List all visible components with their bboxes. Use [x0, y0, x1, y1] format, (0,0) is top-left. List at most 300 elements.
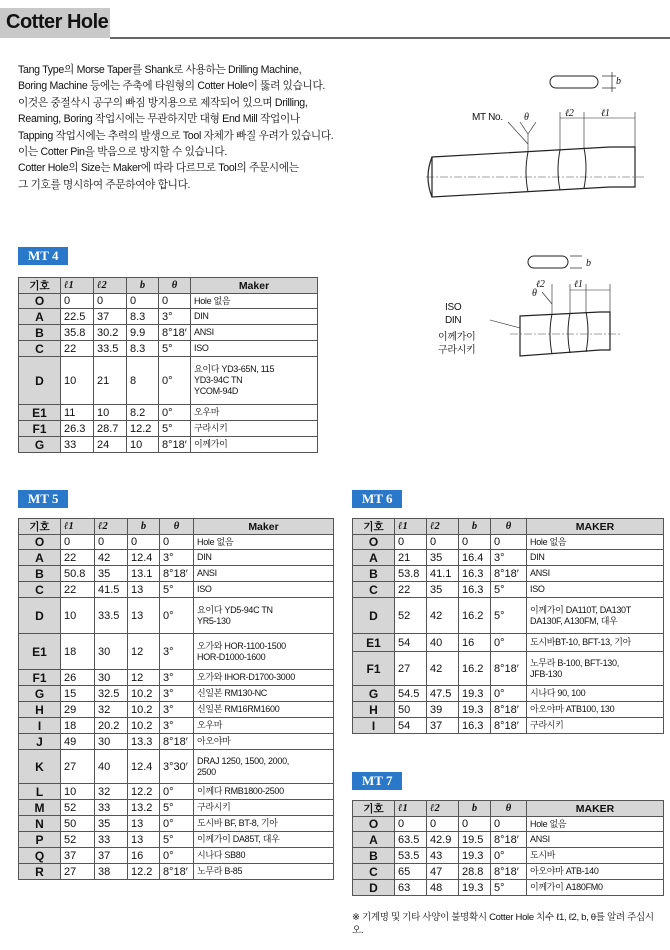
l1-cell: 54	[395, 718, 427, 734]
code-cell: J	[19, 734, 61, 750]
intro-line: 그 기호를 명시하여 주문하여야 합니다.	[18, 178, 191, 191]
b-cell: 9.9	[127, 325, 159, 341]
l1-cell: 52	[61, 832, 95, 848]
table-row	[353, 848, 664, 864]
intro-line: Reaming, Boring 작업시에는 무관하지만 대형 End Mill 작업이나	[18, 113, 300, 126]
code-cell: A	[353, 550, 395, 566]
theta-cell: 3°	[160, 686, 194, 702]
mt4-body	[19, 294, 318, 453]
theta-cell: 0°	[491, 848, 527, 864]
l1-cell: 10	[61, 784, 95, 800]
code-cell: C	[19, 582, 61, 598]
table-row	[19, 800, 334, 816]
l2-cell: 32.5	[95, 686, 128, 702]
l2-cell: 30	[95, 670, 128, 686]
l1-cell: 26.3	[61, 421, 94, 437]
maker-cell: 아오야마	[194, 734, 334, 750]
theta-cell: 0	[491, 535, 527, 550]
code-cell: M	[19, 800, 61, 816]
b-cell: 12	[128, 670, 160, 686]
table-row	[19, 598, 334, 634]
header-theta: θ	[160, 519, 194, 535]
maker-cell: 시나다 90, 100	[527, 686, 664, 702]
header-theta: θ	[491, 801, 527, 817]
code-cell: B	[353, 848, 395, 864]
l1-cell: 22	[61, 341, 94, 357]
l1-cell: 22	[395, 582, 427, 598]
b-cell: 13	[128, 816, 160, 832]
mid-dim-l2: ℓ2	[536, 279, 545, 290]
theta-cell: 0°	[160, 816, 194, 832]
theta-cell: 5°	[159, 341, 191, 357]
maker-cell: 오가와 IHOR-D1700-3000	[194, 670, 334, 686]
theta-cell: 0°	[159, 357, 191, 405]
table-row	[19, 341, 318, 357]
header-b: b	[459, 519, 491, 535]
code-cell: C	[353, 864, 395, 880]
maker-cell: 시나다 SB80	[194, 848, 334, 864]
l2-cell: 41.1	[427, 566, 459, 582]
page-title: Cotter Hole	[6, 11, 109, 33]
table-row	[19, 550, 334, 566]
l1-cell: 21	[395, 550, 427, 566]
theta-cell: 5°	[491, 598, 527, 634]
code-cell: D	[19, 598, 61, 634]
b-cell: 8.2	[127, 405, 159, 421]
l2-cell: 0	[95, 535, 128, 550]
header-b: b	[459, 801, 491, 817]
l2-cell: 24	[94, 437, 127, 453]
l1-cell: 29	[61, 702, 95, 718]
b-cell: 13.2	[128, 800, 160, 816]
table-row	[353, 702, 664, 718]
header-l2: ℓ2	[95, 519, 128, 535]
title-bar	[0, 8, 670, 38]
l1-cell: 18	[61, 718, 95, 734]
table-row	[19, 734, 334, 750]
l2-cell: 35	[427, 550, 459, 566]
b-cell: 8.3	[127, 309, 159, 325]
table-row	[19, 357, 318, 405]
theta-cell: 3°	[160, 634, 194, 670]
theta-cell: 3°	[159, 309, 191, 325]
theta-cell: 0°	[491, 634, 527, 652]
maker-cell: DIN	[527, 550, 664, 566]
code-cell: F1	[19, 421, 61, 437]
l1-cell: 49	[61, 734, 95, 750]
b-cell: 16	[459, 634, 491, 652]
maker-cell: ANSI	[527, 566, 664, 582]
intro-text	[18, 62, 363, 193]
mt6-label: MT 6	[352, 490, 402, 508]
l2-cell: 33	[95, 800, 128, 816]
code-cell: O	[353, 535, 395, 550]
b-cell: 13.1	[128, 566, 160, 582]
maker-cell: DIN	[194, 550, 334, 566]
table-row	[19, 634, 334, 670]
table-row	[353, 686, 664, 702]
b-cell: 16	[128, 848, 160, 864]
l2-cell: 42	[427, 598, 459, 634]
mt6-table	[352, 518, 664, 734]
l2-cell: 47	[427, 864, 459, 880]
l2-cell: 33	[95, 832, 128, 848]
l2-cell: 40	[95, 750, 128, 784]
code-cell: A	[19, 550, 61, 566]
l1-cell: 52	[61, 800, 95, 816]
maker-cell: ISO	[527, 582, 664, 598]
title-underline	[110, 37, 670, 39]
shank-diagram-mid	[470, 248, 665, 388]
l2-cell: 37	[95, 848, 128, 864]
l2-cell: 35	[427, 582, 459, 598]
maker-cell: 노무라 B-100, BFT-130, JFB-130	[527, 652, 664, 686]
mid-dim-l1: ℓ1	[574, 279, 583, 290]
header-theta: θ	[491, 519, 527, 535]
l1-cell: 53.8	[395, 566, 427, 582]
l1-cell: 63.5	[395, 832, 427, 848]
header-b: b	[128, 519, 160, 535]
table-row	[353, 535, 664, 550]
b-cell: 10.2	[128, 702, 160, 718]
l1-cell: 50.8	[61, 566, 95, 582]
b-cell: 0	[127, 294, 159, 309]
l2-cell: 37	[94, 309, 127, 325]
l2-cell: 33.5	[95, 598, 128, 634]
code-cell: E1	[19, 405, 61, 421]
mt5-label: MT 5	[18, 490, 68, 508]
code-cell: C	[353, 582, 395, 598]
b-cell: 16.2	[459, 652, 491, 686]
maker-cell: 이께가이 DA85T, 대우	[194, 832, 334, 848]
theta-cell: 5°	[160, 582, 194, 598]
l2-cell: 0	[427, 817, 459, 832]
l2-cell: 28.7	[94, 421, 127, 437]
b-cell: 0	[128, 535, 160, 550]
l2-cell: 47.5	[427, 686, 459, 702]
l1-cell: 54	[395, 634, 427, 652]
l2-cell: 21	[94, 357, 127, 405]
l2-cell: 32	[95, 702, 128, 718]
code-cell: Q	[19, 848, 61, 864]
table-row	[353, 566, 664, 582]
table-row	[19, 750, 334, 784]
theta-cell: 8°18′	[160, 734, 194, 750]
mt5-table	[18, 518, 334, 880]
maker-cell: 요이다 YD3-65N, 115 YD3-94C TN YCOM-94D	[191, 357, 318, 405]
theta-cell: 0°	[160, 848, 194, 864]
theta-cell: 8°18′	[491, 832, 527, 848]
b-cell: 12.2	[127, 421, 159, 437]
maker-cell: ANSI	[194, 566, 334, 582]
theta-cell: 0	[491, 817, 527, 832]
maker-cell: 도시바 BF, BT-8, 기아	[194, 816, 334, 832]
kurashiki-label: 구라시키	[438, 345, 476, 356]
table-row	[353, 880, 664, 896]
l1-cell: 53.5	[395, 848, 427, 864]
l1-cell: 10	[61, 357, 94, 405]
theta-cell: 8°18′	[159, 325, 191, 341]
theta-cell: 0	[159, 294, 191, 309]
table-row	[19, 294, 318, 309]
table-row	[19, 702, 334, 718]
b-cell: 10.2	[128, 718, 160, 734]
code-cell: K	[19, 750, 61, 784]
header-l2: ℓ2	[427, 801, 459, 817]
maker-cell: ISO	[194, 582, 334, 598]
table-row	[353, 550, 664, 566]
maker-cell: 신일본 RM16RM1600	[194, 702, 334, 718]
l2-cell: 42.9	[427, 832, 459, 848]
maker-cell: 이께가이	[191, 437, 318, 453]
l2-cell: 37	[427, 718, 459, 734]
theta-cell: 8°18′	[491, 718, 527, 734]
code-cell: R	[19, 864, 61, 880]
mt-no-label: MT No.	[472, 112, 503, 123]
l1-cell: 0	[395, 535, 427, 550]
b-cell: 13	[128, 582, 160, 598]
theta-cell: 8°18′	[491, 702, 527, 718]
mt5-body	[19, 535, 334, 880]
code-cell: D	[353, 880, 395, 896]
dim-label-l2: ℓ2	[565, 108, 574, 119]
intro-line: Boring Machine 등에는 주축에 타원형의 Cotter Hole이 뚫려 있습니다.	[18, 80, 326, 93]
table-row	[19, 535, 334, 550]
table-row	[19, 582, 334, 598]
maker-cell: ISO	[191, 341, 318, 357]
dim-label-l1: ℓ1	[601, 108, 610, 119]
maker-cell: 신일본 RM130-NC	[194, 686, 334, 702]
l1-cell: 0	[395, 817, 427, 832]
code-cell: G	[19, 686, 61, 702]
header-maker: MAKER	[527, 801, 664, 817]
maker-cell: 구라시키	[191, 421, 318, 437]
maker-cell: 도시바	[527, 848, 664, 864]
code-cell: N	[19, 816, 61, 832]
l2-cell: 38	[95, 864, 128, 880]
theta-cell: 5°	[491, 880, 527, 896]
table-row	[19, 566, 334, 582]
l2-cell: 35	[95, 816, 128, 832]
l2-cell: 0	[427, 535, 459, 550]
l1-cell: 37	[61, 848, 95, 864]
l1-cell: 65	[395, 864, 427, 880]
table-row	[19, 832, 334, 848]
code-cell: I	[19, 718, 61, 734]
b-cell: 16.3	[459, 718, 491, 734]
din-label: DIN	[445, 315, 462, 326]
theta-cell: 5°	[159, 421, 191, 437]
b-cell: 28.8	[459, 864, 491, 880]
l1-cell: 50	[395, 702, 427, 718]
maker-cell: 이께다 RMB1800-2500	[194, 784, 334, 800]
maker-cell: 구라시키	[194, 800, 334, 816]
maker-cell: 오우마	[191, 405, 318, 421]
theta-cell: 3°	[160, 670, 194, 686]
b-cell: 12.4	[128, 550, 160, 566]
header-l1: ℓ1	[395, 519, 427, 535]
l1-cell: 11	[61, 405, 94, 421]
theta-cell: 3°	[160, 718, 194, 734]
b-cell: 19.3	[459, 686, 491, 702]
mid-dim-b: b	[586, 258, 591, 269]
code-cell: E1	[353, 634, 395, 652]
mt7-table	[352, 800, 664, 896]
dim-label-b: b	[616, 76, 621, 87]
header-l2: ℓ2	[94, 278, 127, 294]
dim-label-theta: θ	[524, 112, 529, 123]
theta-cell: 8°18′	[491, 864, 527, 880]
theta-cell: 3°	[160, 702, 194, 718]
l1-cell: 27	[395, 652, 427, 686]
l1-cell: 35.8	[61, 325, 94, 341]
l2-cell: 33.5	[94, 341, 127, 357]
theta-cell: 5°	[160, 832, 194, 848]
l1-cell: 18	[61, 634, 95, 670]
header-b: b	[127, 278, 159, 294]
header-code: 기호	[353, 801, 395, 817]
l2-cell: 30	[95, 734, 128, 750]
table-row	[353, 582, 664, 598]
code-cell: F1	[353, 652, 395, 686]
b-cell: 16.2	[459, 598, 491, 634]
b-cell: 10.2	[128, 686, 160, 702]
b-cell: 8	[127, 357, 159, 405]
header-maker: Maker	[194, 519, 334, 535]
code-cell: H	[19, 702, 61, 718]
maker-cell: 노무라 B-85	[194, 864, 334, 880]
table-row	[353, 598, 664, 634]
b-cell: 0	[459, 817, 491, 832]
code-cell: G	[19, 437, 61, 453]
l1-cell: 54.5	[395, 686, 427, 702]
header-l1: ℓ1	[61, 519, 95, 535]
theta-cell: 0	[160, 535, 194, 550]
theta-cell: 8°18′	[491, 566, 527, 582]
mt4-label: MT 4	[18, 247, 68, 265]
code-cell: H	[353, 702, 395, 718]
b-cell: 16.3	[459, 582, 491, 598]
maker-cell: 이께가이 A180FM0	[527, 880, 664, 896]
table-row	[19, 670, 334, 686]
l1-cell: 22	[61, 550, 95, 566]
theta-cell: 8°18′	[160, 864, 194, 880]
l2-cell: 0	[94, 294, 127, 309]
code-cell: B	[19, 566, 61, 582]
l1-cell: 0	[61, 294, 94, 309]
maker-cell: 오우마	[194, 718, 334, 734]
l2-cell: 43	[427, 848, 459, 864]
maker-cell: Hole 없음	[527, 535, 664, 550]
l2-cell: 30.2	[94, 325, 127, 341]
theta-cell: 5°	[160, 800, 194, 816]
l1-cell: 50	[61, 816, 95, 832]
code-cell: F1	[19, 670, 61, 686]
b-cell: 13.3	[128, 734, 160, 750]
l2-cell: 40	[427, 634, 459, 652]
code-cell: I	[353, 718, 395, 734]
maker-cell: 구라시키	[527, 718, 664, 734]
table-row	[19, 864, 334, 880]
l2-cell: 20.2	[95, 718, 128, 734]
l2-cell: 48	[427, 880, 459, 896]
table-row	[353, 652, 664, 686]
l1-cell: 22	[61, 582, 95, 598]
theta-cell: 8°18′	[159, 437, 191, 453]
code-cell: B	[19, 325, 61, 341]
b-cell: 12.2	[128, 864, 160, 880]
table-row	[19, 718, 334, 734]
b-cell: 19.5	[459, 832, 491, 848]
l1-cell: 15	[61, 686, 95, 702]
l1-cell: 22.5	[61, 309, 94, 325]
b-cell: 12	[128, 634, 160, 670]
table-row	[353, 864, 664, 880]
theta-cell: 5°	[491, 582, 527, 598]
theta-cell: 0°	[491, 686, 527, 702]
maker-cell: Hole 없음	[191, 294, 318, 309]
code-cell: L	[19, 784, 61, 800]
theta-cell: 0°	[160, 784, 194, 800]
table-row	[19, 309, 318, 325]
b-cell: 19.3	[459, 880, 491, 896]
code-cell: O	[353, 817, 395, 832]
header-l1: ℓ1	[61, 278, 94, 294]
intro-line: Tapping 작업시에는 추력의 발생으로 Tool 자체가 빠질 우려가 있습니다.	[18, 129, 334, 142]
table-row	[19, 325, 318, 341]
code-cell: A	[19, 309, 61, 325]
theta-cell: 3°	[160, 550, 194, 566]
intro-line: Cotter Hole의 Size는 Maker에 따라 다르므로 Tool의 주문시에는	[18, 162, 299, 175]
mt7-body	[353, 817, 664, 896]
theta-cell: 8°18′	[160, 566, 194, 582]
maker-cell: Hole 없음	[194, 535, 334, 550]
b-cell: 12.4	[128, 750, 160, 784]
theta-cell: 8°18′	[491, 652, 527, 686]
b-cell: 19.3	[459, 848, 491, 864]
table-row	[353, 634, 664, 652]
header-code: 기호	[19, 519, 61, 535]
table-row	[19, 405, 318, 421]
intro-line: Tang Type의 Morse Taper를 Shank로 사용하는 Drilling Machine,	[18, 64, 302, 76]
shank-diagram-top	[420, 62, 665, 232]
l1-cell: 33	[61, 437, 94, 453]
maker-cell: ANSI	[191, 325, 318, 341]
footnote: ※ 기계명 및 기타 사양이 불명확시 Cotter Hole 치수 ℓ1, ℓ2, b, θ를 알려 주십시오.	[352, 912, 654, 936]
l2-cell: 32	[95, 784, 128, 800]
theta-cell: 3°	[491, 550, 527, 566]
theta-cell: 0°	[159, 405, 191, 421]
b-cell: 13	[128, 598, 160, 634]
b-cell: 8.3	[127, 341, 159, 357]
l1-cell: 63	[395, 880, 427, 896]
table-row	[353, 817, 664, 832]
mt7-label: MT 7	[352, 772, 402, 790]
l1-cell: 52	[395, 598, 427, 634]
mt6-body	[353, 535, 664, 734]
mid-dim-theta: θ	[532, 288, 537, 299]
b-cell: 16.4	[459, 550, 491, 566]
theta-cell: 3°30′	[160, 750, 194, 784]
maker-cell: Hole 없음	[527, 817, 664, 832]
intro-line: 이는 Cotter Pin을 박음으로 방지할 수 있습니다.	[18, 146, 227, 159]
b-cell: 12.2	[128, 784, 160, 800]
ikegai-label: 이께가이	[438, 332, 476, 343]
maker-cell: 도시바BT-10, BFT-13, 기아	[527, 634, 664, 652]
l1-cell: 0	[61, 535, 95, 550]
code-cell: O	[19, 294, 61, 309]
code-cell: A	[353, 832, 395, 848]
